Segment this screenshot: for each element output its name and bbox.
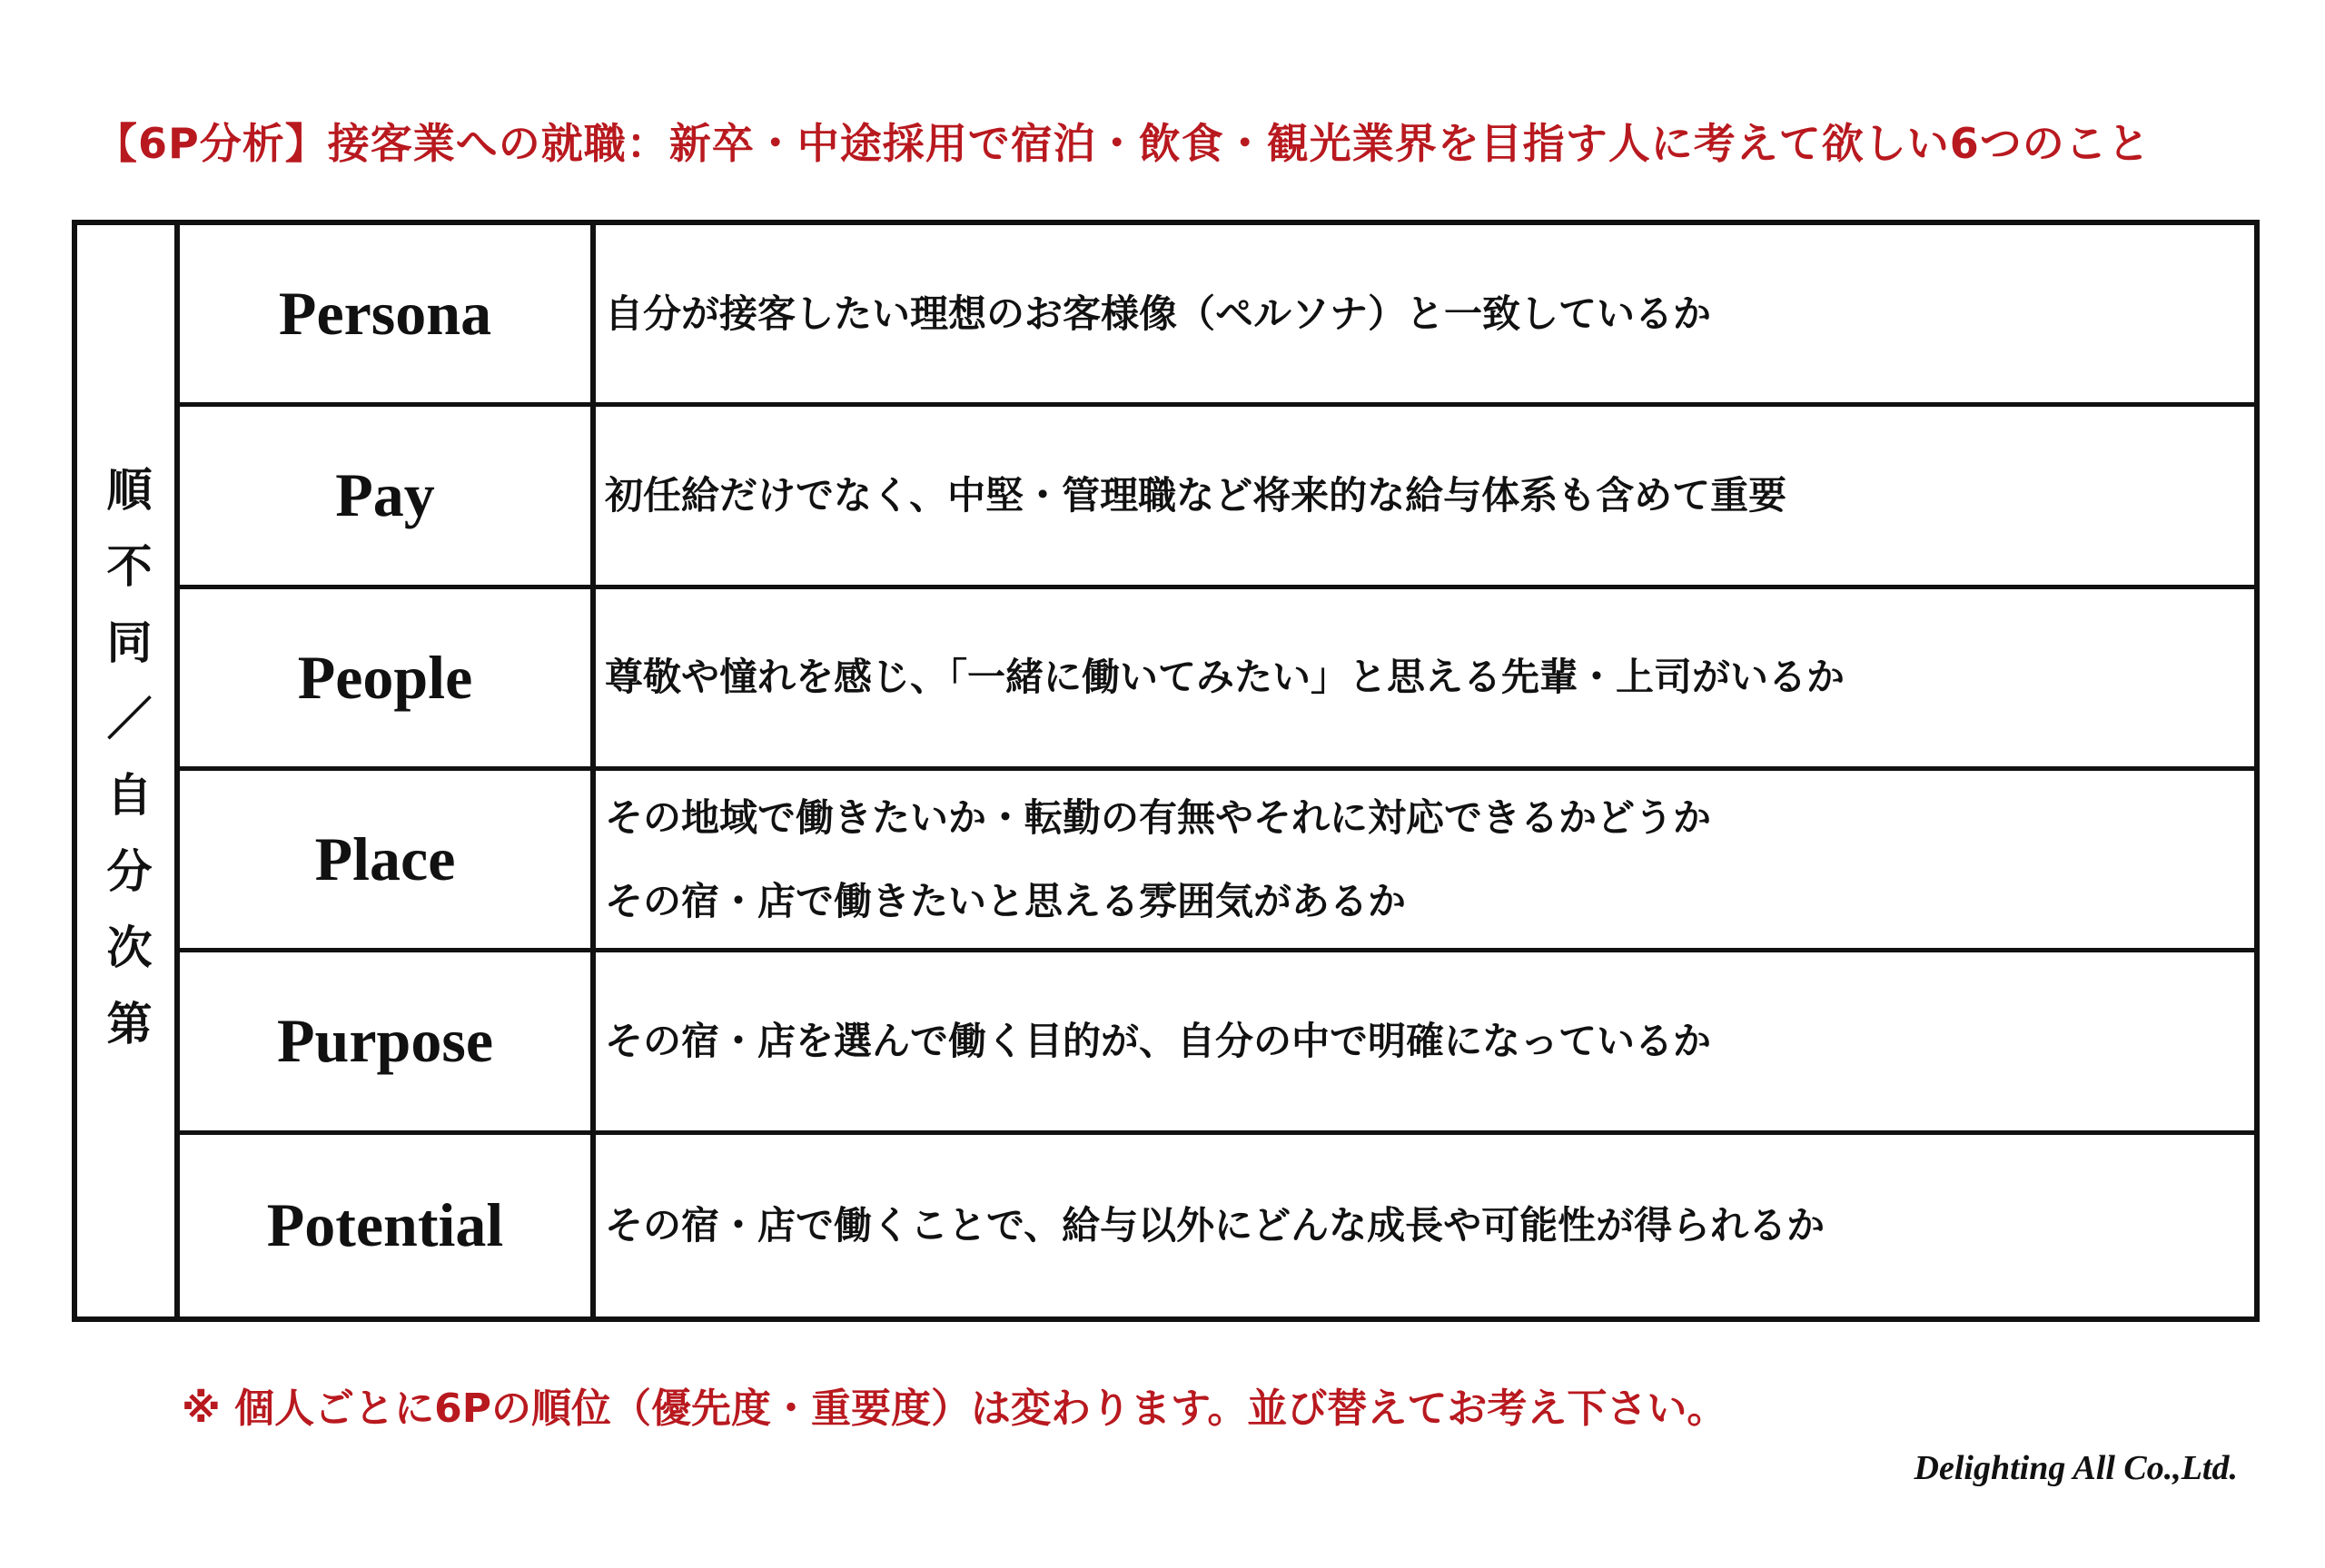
desc-line: 尊敬や憧れを感じ、「一緒に働いてみたい」と思える先輩・上司がいるか: [605, 655, 1845, 700]
company-name: Delighting All Co.,Ltd.: [1914, 1449, 2238, 1487]
row-key-pay: Pay: [180, 407, 596, 588]
footnote: ※ 個人ごとに6Pの順位（優先度・重要度）は変わります。並び替えてお考え下さい。: [182, 1386, 1727, 1432]
desc-line: その地域で働きたいか・転勤の有無やそれに対応できるかどうか: [605, 794, 1712, 840]
row-key-potential: Potential: [180, 1135, 596, 1317]
row-key-people: People: [180, 589, 596, 771]
row-desc-potential: [596, 1135, 2254, 1317]
side-label: 順不同／自分次第: [99, 465, 153, 1076]
desc-line: 初任給だけでなく、中堅・管理職など将来的な給与体系も含めて重要: [605, 472, 1787, 518]
row-desc-place: [596, 771, 2254, 952]
row-desc-persona: [596, 225, 2254, 407]
six-p-table: [72, 220, 2260, 1322]
row-key-persona: Persona: [180, 225, 596, 407]
row-desc-pay: [596, 407, 2254, 588]
row-key-purpose: Purpose: [180, 952, 596, 1134]
row-key-place: Place: [180, 771, 596, 952]
side-label-cell: [77, 225, 180, 1317]
desc-line: 自分が接客したい理想のお客様像（ペルソナ）と一致しているか: [605, 291, 1712, 336]
desc-line: その宿・店で働くことで、給与以外にどんな成長や可能性が得られるか: [605, 1202, 1825, 1247]
row-desc-purpose: [596, 952, 2254, 1134]
desc-line: その宿・店で働きたいと思える雰囲気があるか: [605, 878, 1407, 923]
row-desc-people: [596, 589, 2254, 771]
page-title: 【6P分析】接客業への就職：新卒・中途採用で宿泊・飲食・観光業界を目指す人に考えて欲しい6つのこと: [95, 119, 2151, 168]
desc-line: その宿・店を選んで働く目的が、自分の中で明確になっているか: [605, 1018, 1712, 1063]
